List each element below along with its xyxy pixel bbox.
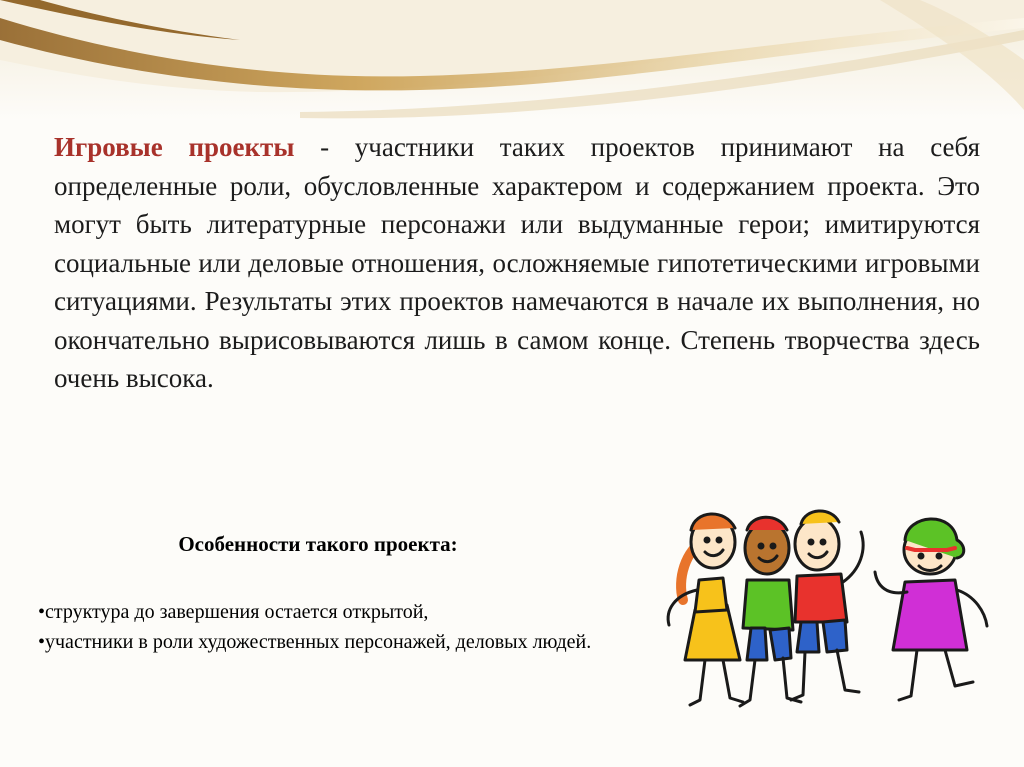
lead-term: Игровые проекты xyxy=(54,132,295,162)
features-title: Особенности такого проекта: xyxy=(178,532,458,556)
features-section xyxy=(38,532,638,657)
list-item: •структура до завершения остается открытой, xyxy=(38,601,429,623)
features-list xyxy=(38,597,638,657)
dancing-children-illustration xyxy=(655,500,1000,725)
main-paragraph xyxy=(54,128,980,398)
list-item: •участники в роли художественных персонажей, деловых людей. xyxy=(38,631,592,653)
main-body-text: - участники таких проектов принимают на себя определенные роли, обусловленные характером и содержанием проекта. Это могут быть литературные персонажи или выдуманные герои; имитируются социальные или деловые отношения, осложняемые гипотетическими игровыми ситуациями. Результаты этих проектов намечаются в начале их выполнения, но окончательно вырисовываются лишь в самом конце. Степень творчества здесь очень высока. xyxy=(54,132,980,393)
